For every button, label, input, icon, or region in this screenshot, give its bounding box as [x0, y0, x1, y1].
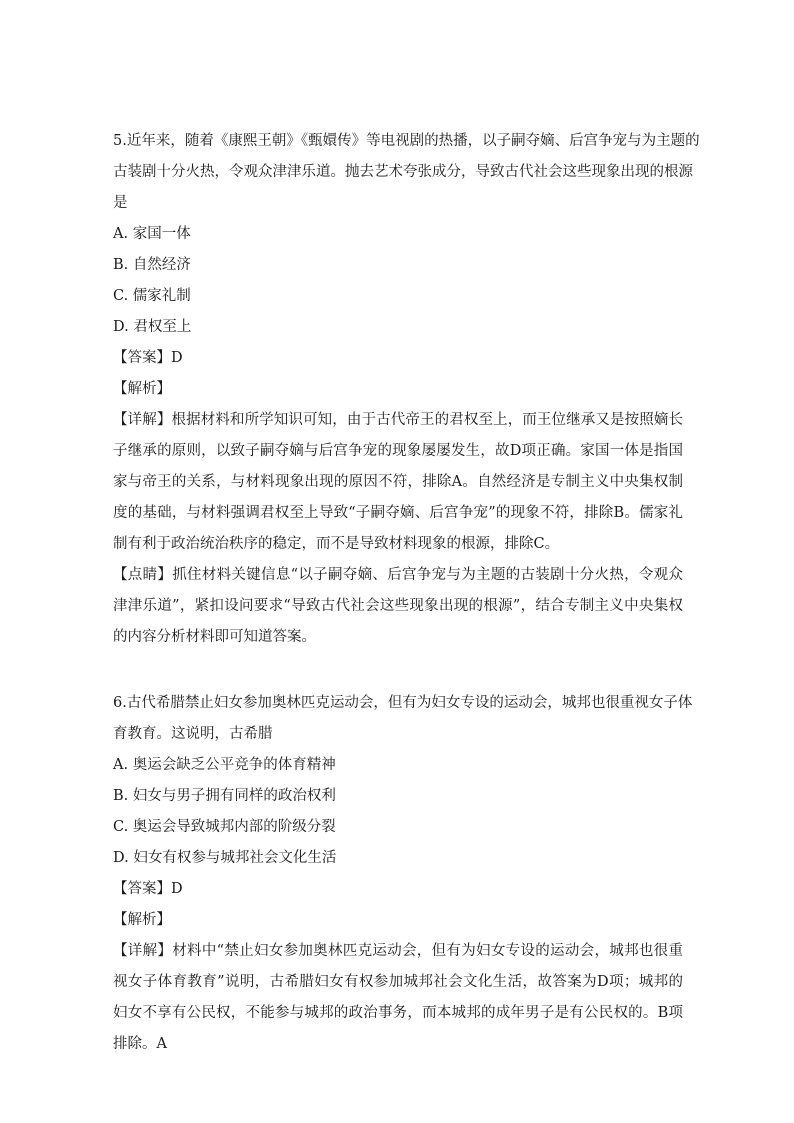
- option-d: D. 君权至上: [113, 319, 192, 335]
- detail-paragraph: 【详解】根据材料和所学知识可知，由于古代帝王的君权至上，而王位继承又是按照嫡长子继承的原则，以致子嗣夺嫡与后宫争宠的现象屡屡发生，故D项正确。家国一体是指国家与帝王的关系，与材料现象出现的原因不符，排除A。自然经济是专制主义中央集权制度的基础，与材料强调君权至上导致“子嗣夺嫡、后宫争宠”的现象不符，排除B。儒家礼制有利于政治统治秩序的稳定，而不是导致材料现象的根源，排除C。: [113, 412, 683, 552]
- question-6: [113, 688, 693, 1060]
- question-stem-line: 育教育。这说明，古希腊: [113, 726, 273, 742]
- question-stem-line: 是: [113, 195, 128, 211]
- option-a: A. 奥运会缺乏公平竞争的体育精神: [113, 757, 336, 773]
- question-stem-line: 5.近年来，随着《康熙王朝》《甄嬛传》等电视剧的热播，以子嗣夺嫡、后宫争宠与为主题的: [113, 133, 700, 149]
- option-d: D. 妇女有权参与城邦社会文化生活: [113, 850, 337, 866]
- option-c: C. 奥运会导致城邦内部的阶级分裂: [113, 819, 336, 835]
- answer-line: 【答案】D: [113, 350, 183, 366]
- option-c: C. 儒家礼制: [113, 288, 191, 304]
- question-stem-line: 6.古代希腊禁止妇女参加奥林匹克运动会，但有为妇女专设的运动会，城邦也很重视女子体: [113, 695, 693, 711]
- option-b: B. 妇女与男子拥有同样的政治权利: [113, 788, 336, 804]
- analysis-label: 【解析】: [113, 381, 171, 397]
- option-a: A. 家国一体: [113, 226, 191, 242]
- pointer-paragraph: 【点睛】抓住材料关键信息“以子嗣夺嫡、后宫争宠与为主题的古装剧十分火热，令观众津津乐道”，紧扣设问要求“导致古代社会这些现象出现的根源”，结合专制主义中央集权的内容分析材料即可知道答案。: [113, 567, 683, 645]
- option-b: B. 自然经济: [113, 257, 191, 273]
- detail-paragraph: 【详解】材料中“禁止妇女参加奥林匹克运动会，但有为妇女专设的运动会，城邦也很重视女子体育教育”说明，古希腊妇女有权参加城邦社会文化生活，故答案为D项；城邦的妇女不享有公民权，不能参与城邦的政治事务，而本城邦的成年男子是有公民权的。B项排除。A: [113, 943, 683, 1052]
- question-5: [113, 126, 700, 653]
- answer-line: 【答案】D: [113, 881, 183, 897]
- analysis-label: 【解析】: [113, 912, 171, 928]
- question-stem-line: 古装剧十分火热，令观众津津乐道。抛去艺术夸张成分，导致古代社会这些现象出现的根源: [113, 164, 693, 180]
